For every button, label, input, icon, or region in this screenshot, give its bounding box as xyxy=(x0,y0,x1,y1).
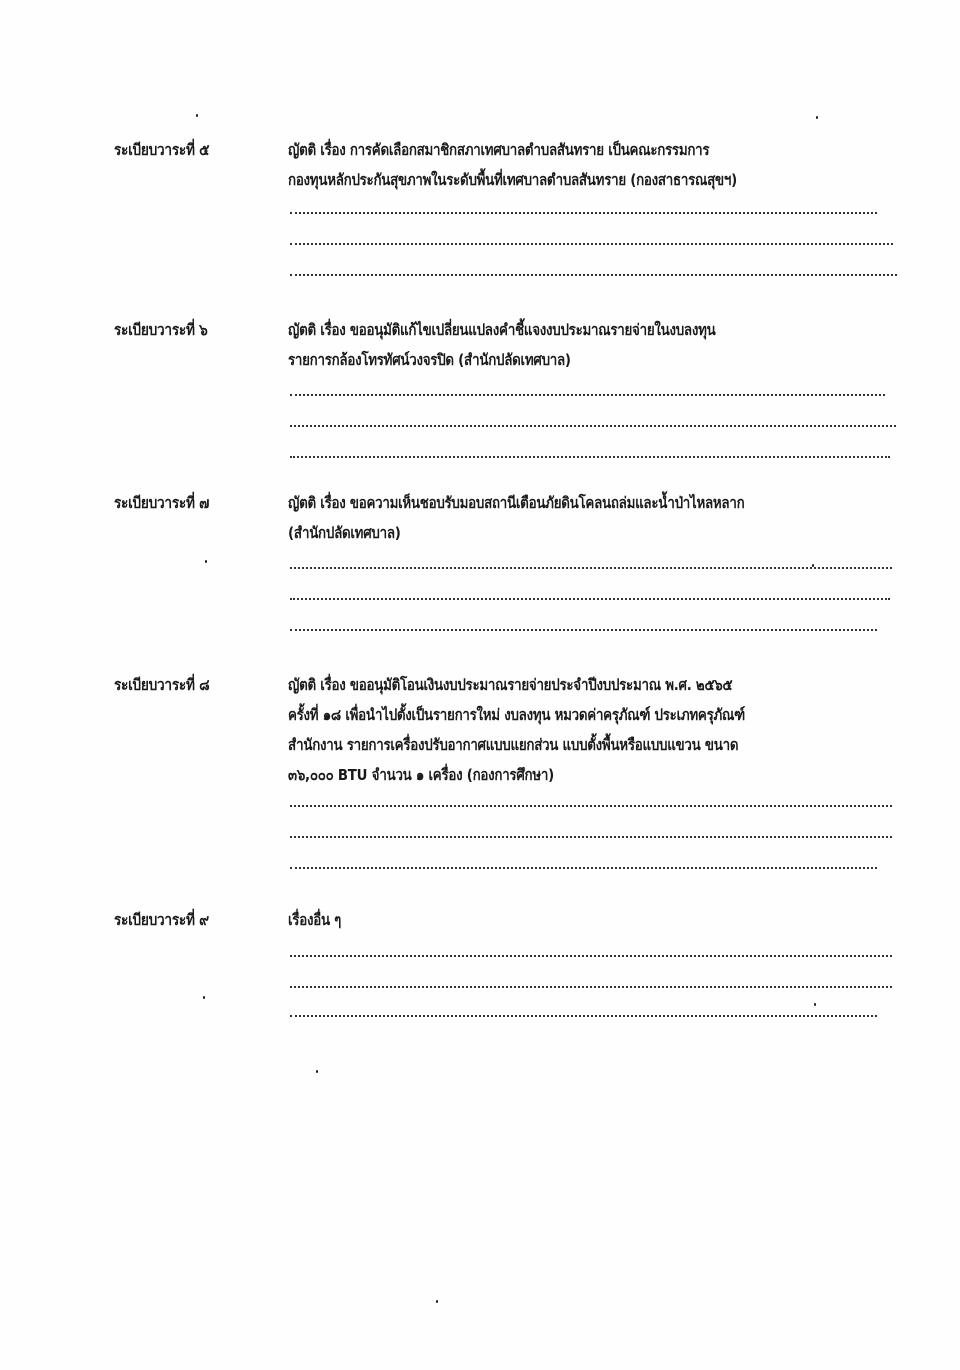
agenda-text-line: ครั้งที่ ๑๘ เพื่อนำไปตั้งเป็นรายการใหม่ งบลงทุน หมวดค่าครุภัณฑ์ ประเภทครุภัณฑ์ xyxy=(288,706,745,724)
agenda-text-line: ญัตติ เรื่อง ขออนุมัติแก้ไขเปลี่ยนแปลงคำชี้แจงงบประมาณรายจ่ายในงบลงทุน xyxy=(288,321,716,339)
agenda-text-line: ญัตติ เรื่อง การคัดเลือกสมาชิกสภาเทศบาลตำบลสันทราย เป็นคณะกรรมการ xyxy=(288,141,710,159)
blank-dotted-line xyxy=(290,567,892,569)
agenda-text-line: เรื่องอื่น ๆ xyxy=(288,911,342,929)
agenda-body xyxy=(288,315,900,375)
scan-speck xyxy=(436,1300,438,1303)
blank-dotted-line xyxy=(290,805,892,807)
agenda-body xyxy=(288,670,900,790)
scan-speck xyxy=(816,116,818,119)
agenda-label: ระเบียบวาระที่ ๕ xyxy=(114,141,210,159)
blank-dotted-line xyxy=(290,425,896,427)
blank-dotted-line xyxy=(290,274,897,276)
scan-speck xyxy=(196,114,198,117)
agenda-body xyxy=(288,905,900,935)
agenda-body xyxy=(288,488,900,548)
blank-dotted-line xyxy=(290,598,890,600)
agenda-text-line: ญัตติ เรื่อง ขอความเห็นชอบรับมอบสถานีเตือนภัยดินโคลนถล่มและน้ำป่าไหลหลาก xyxy=(288,494,745,512)
agenda-body xyxy=(288,135,900,195)
agenda-text-line: รายการกล้องโทรทัศน์วงจรปิด (สำนักปลัดเทศบาล) xyxy=(288,351,571,369)
scan-speck xyxy=(812,564,814,567)
blank-dotted-line xyxy=(290,456,890,458)
agenda-text-line: ๓๖,๐๐๐ BTU จำนวน ๑ เครื่อง (กองการศึกษา) xyxy=(288,766,554,784)
blank-dotted-line xyxy=(290,836,892,838)
agenda-text-line: (สำนักปลัดเทศบาล) xyxy=(288,524,401,542)
agenda-label: ระเบียบวาระที่ ๖ xyxy=(114,321,208,339)
blank-dotted-line xyxy=(290,394,885,396)
scan-speck xyxy=(814,1003,816,1006)
agenda-text-line: ญัตติ เรื่อง ขออนุมัติโอนเงินงบประมาณรายจ่ายประจำปีงบประมาณ พ.ศ. ๒๕๖๕ xyxy=(288,676,733,694)
blank-dotted-line xyxy=(290,867,877,869)
agenda-text-line: กองทุนหลักประกันสุขภาพในระดับพื้นที่เทศบาลตำบลสันทราย (กองสาธารณสุขฯ) xyxy=(288,171,737,189)
scan-speck xyxy=(203,996,205,999)
scan-speck xyxy=(316,1070,318,1073)
agenda-label: ระเบียบวาระที่ ๗ xyxy=(114,494,210,512)
blank-dotted-line xyxy=(290,243,893,245)
scan-speck xyxy=(205,560,207,563)
blank-dotted-line xyxy=(290,629,877,631)
blank-dotted-line xyxy=(290,986,892,988)
blank-dotted-line xyxy=(290,212,877,214)
agenda-text-line: สำนักงาน รายการเครื่องปรับอากาศแบบแยกส่วน แบบตั้งพื้นหรือแบบแขวน ขนาด xyxy=(288,736,739,754)
agenda-label: ระเบียบวาระที่ ๙ xyxy=(114,911,209,929)
blank-dotted-line xyxy=(290,1015,877,1017)
agenda-label: ระเบียบวาระที่ ๘ xyxy=(114,676,210,694)
blank-dotted-line xyxy=(290,955,892,957)
